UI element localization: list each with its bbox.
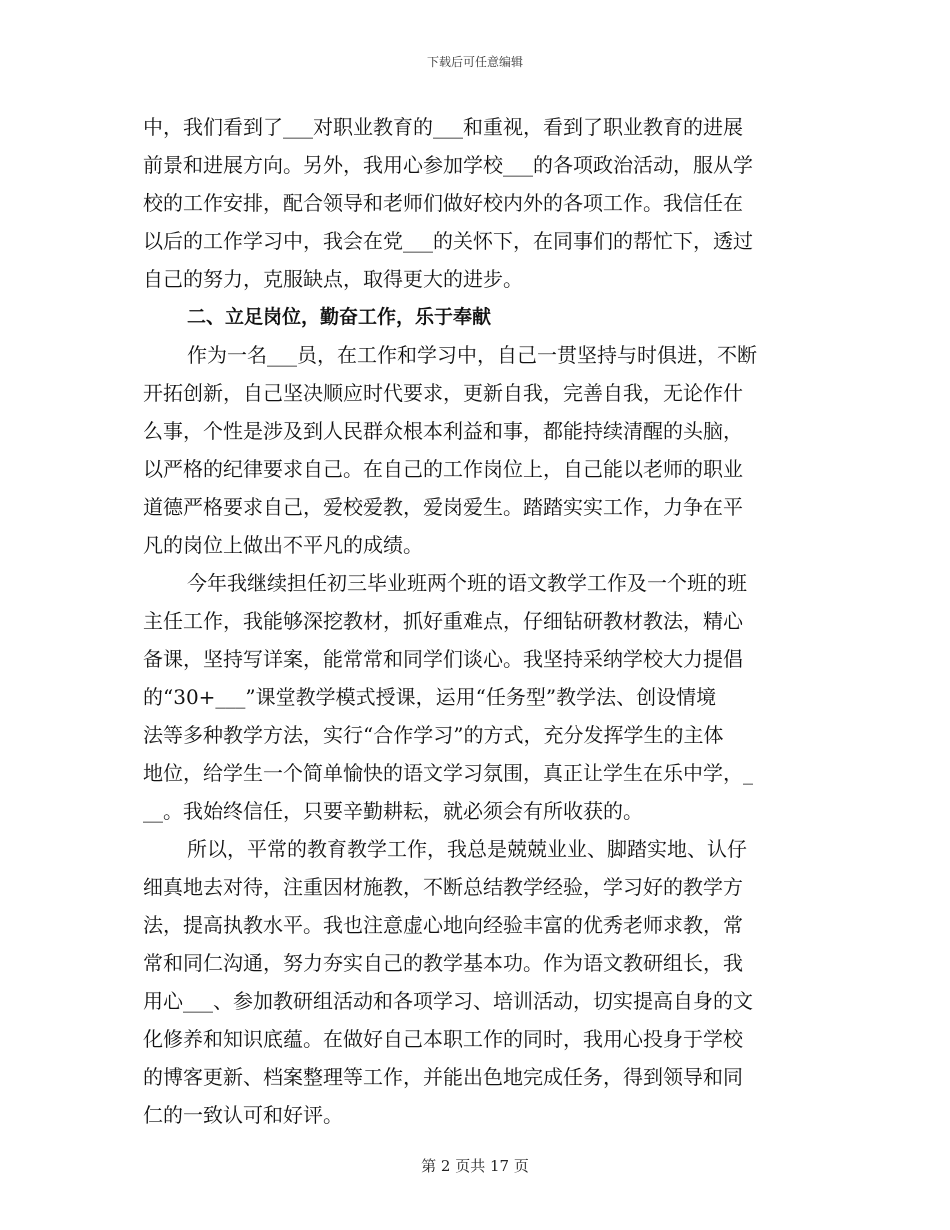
text-line: 的博客更新、档案整理等工作，并能出色地完成任务，得到领导和同 (143, 1065, 743, 1089)
text-line: 么事，个性是涉及到人民群众根本利益和事，都能持续清醒的头脑， (143, 419, 743, 443)
text-line: 化修养和知识底蕴。在做好自己本职工作的同时，我用心投身于学校 (143, 1027, 743, 1051)
text-line: 法，提高执教水平。我也注意虚心地向经验丰富的优秀老师求教，常 (143, 913, 743, 937)
text-line: 凡的岗位上做出不平凡的成绩。 (143, 533, 423, 557)
page-header-note: 下载后可任意编辑 (426, 55, 523, 69)
text-line: 所以，平常的教育教学工作，我总是兢兢业业、脚踏实地、认仔 (187, 837, 747, 861)
text-line: 校的工作安排，配合领导和老师们做好校内外的各项工作。我信任在 (143, 191, 743, 215)
text-line: 主任工作，我能够深挖教材，抓好重难点，仔细钻研教材教法，精心 (143, 609, 743, 633)
text-line: 仁的一致认可和好评。 (143, 1103, 343, 1127)
section-heading: 二、立足岗位，勤奋工作，乐于奉献 (187, 306, 492, 328)
text-line: 常和同仁沟通，努力夯实自己的教学基本功。作为语文教研组长，我 (143, 951, 743, 975)
text-line: 中，我们看到了___对职业教育的___和重视，看到了职业教育的进展 (143, 115, 743, 139)
text-line: 作为一名___员，在工作和学习中，自己一贯坚持与时俱进，不断 (187, 343, 757, 367)
text-line: 开拓创新，自己坚决顺应时代要求，更新自我，完善自我，无论作什 (143, 381, 743, 405)
text-line: 的“30+___”课堂教学模式授课，运用“任务型”教学法、创设情境 (143, 685, 717, 709)
document-body (143, 108, 809, 1134)
text-line: 细真地去对待，注重因材施教，不断总结教学经验，学习好的教学方 (143, 875, 743, 899)
text-line: 道德严格要求自己，爱校爱教，爱岗爱生。踏踏实实工作，力争在平 (143, 495, 743, 519)
text-line: 前景和进展方向。另外，我用心参加学校___的各项政治活动，服从学 (143, 153, 753, 177)
text-line: 法等多种教学方法，实行“合作学习”的方式，充分发挥学生的主体 (143, 723, 724, 747)
text-line: 今年我继续担任初三毕业班两个班的语文教学工作及一个班的班 (187, 571, 747, 595)
text-line: 以严格的纪律要求自己。在自己的工作岗位上，自己能以老师的职业 (143, 457, 743, 481)
page-number: 第 2 页共 17 页 (421, 1157, 529, 1175)
text-line: __。我始终信任，只要辛勤耕耘，就必须会有所收获的。 (143, 799, 643, 823)
text-line: 备课，坚持写详案，能常常和同学们谈心。我坚持采纳学校大力提倡 (143, 647, 743, 671)
text-line: 以后的工作学习中，我会在党___的关怀下，在同事们的帮忙下，透过 (143, 229, 753, 253)
text-line: 用心___、参加教研组活动和各项学习、培训活动，切实提高自身的文 (143, 989, 753, 1013)
text-line: 自己的努力，克服缺点，取得更大的进步。 (143, 267, 523, 291)
text-line: 地位，给学生一个简单愉快的语文学习氛围，真正让学生在乐中学，_ (143, 761, 753, 785)
